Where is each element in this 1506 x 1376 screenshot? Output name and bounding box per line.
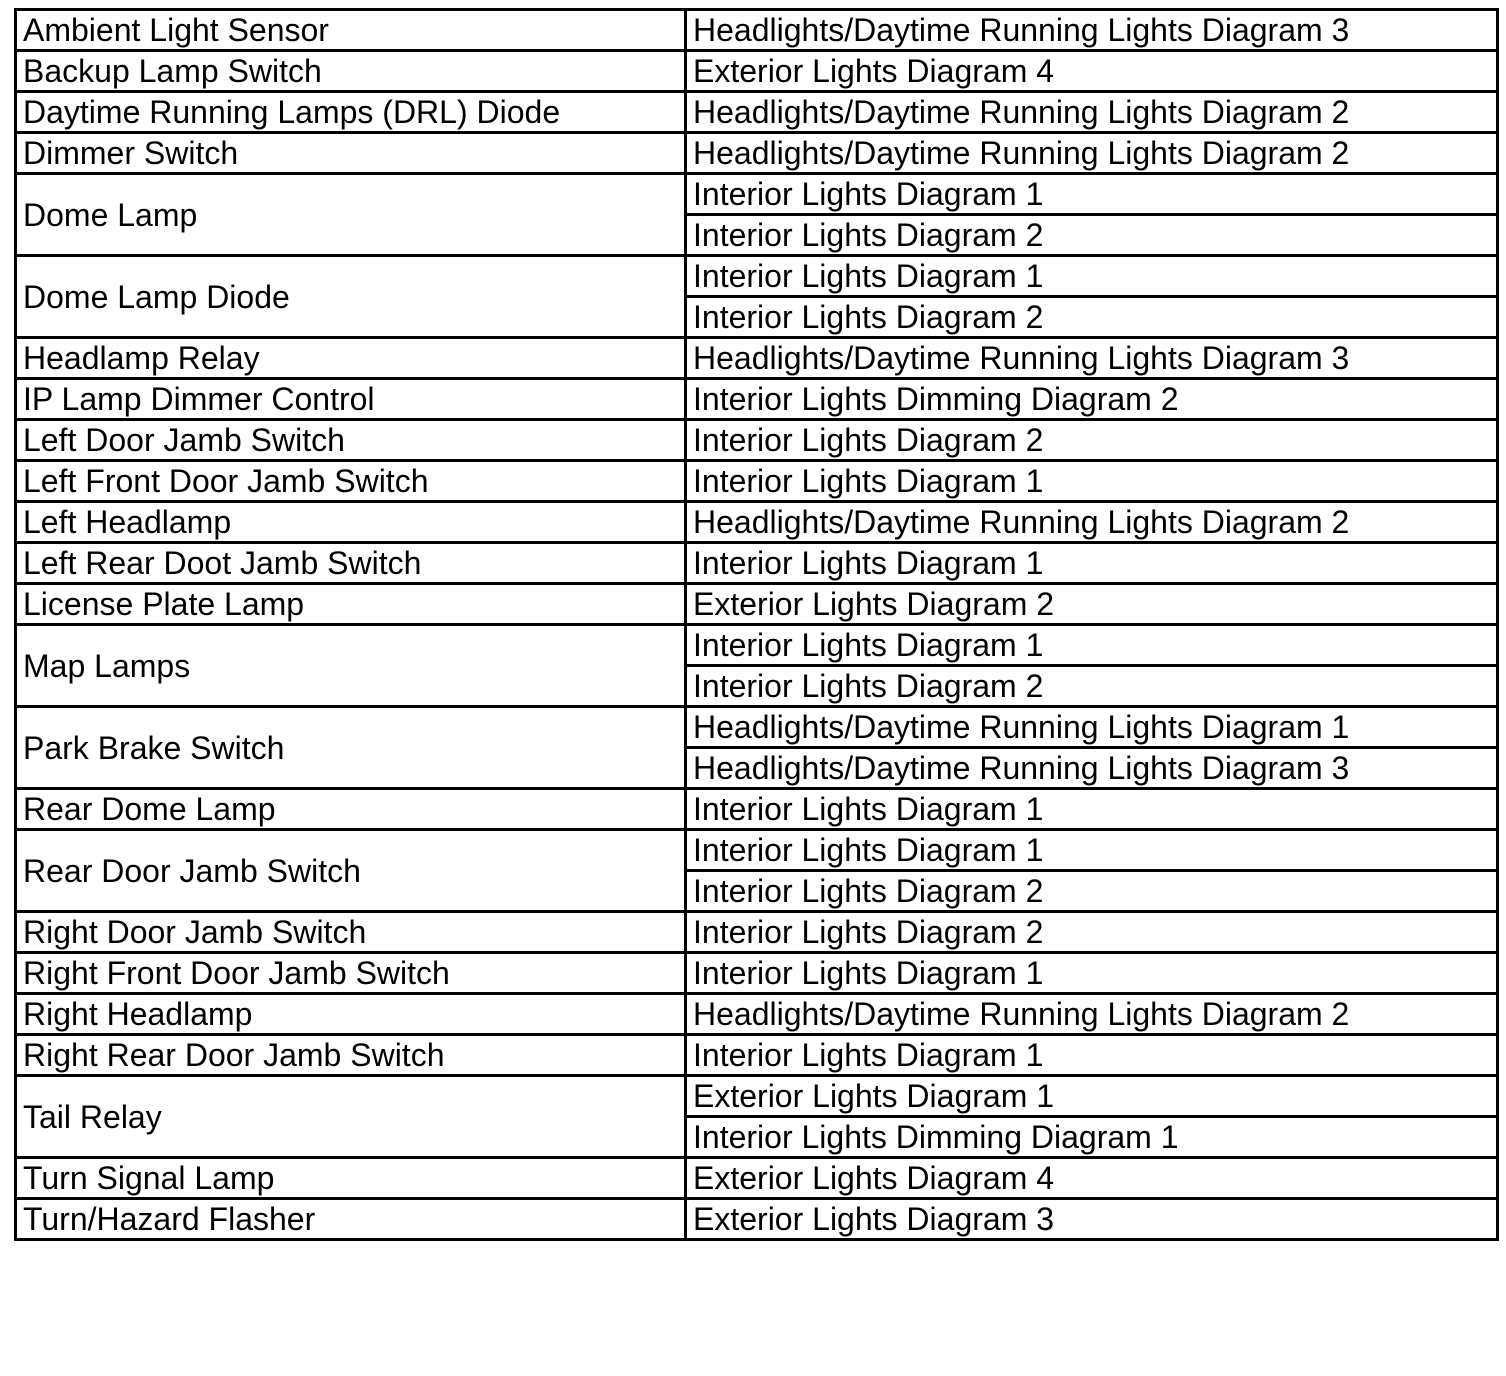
component-name-cell: Turn/Hazard Flasher	[16, 1199, 686, 1240]
table-row	[16, 1199, 1498, 1240]
diagram-reference-cell: Interior Lights Diagram 1	[686, 789, 1498, 830]
component-name-cell: Backup Lamp Switch	[16, 51, 686, 92]
diagram-reference-cell: Headlights/Daytime Running Lights Diagram 3	[686, 748, 1498, 789]
diagram-reference-cell: Interior Lights Diagram 2	[686, 297, 1498, 338]
table-row	[16, 379, 1498, 420]
component-name-cell: Right Front Door Jamb Switch	[16, 953, 686, 994]
diagram-reference-cell: Exterior Lights Diagram 1	[686, 1076, 1498, 1117]
table-row	[16, 789, 1498, 830]
component-name-cell: Dimmer Switch	[16, 133, 686, 174]
diagram-reference-cell: Interior Lights Diagram 1	[686, 625, 1498, 666]
component-name-cell: Right Rear Door Jamb Switch	[16, 1035, 686, 1076]
table-row	[16, 256, 1498, 297]
component-name-cell: Headlamp Relay	[16, 338, 686, 379]
table-row	[16, 420, 1498, 461]
component-name-cell: Left Door Jamb Switch	[16, 420, 686, 461]
table-row	[16, 51, 1498, 92]
diagram-reference-cell: Headlights/Daytime Running Lights Diagram 2	[686, 92, 1498, 133]
diagram-reference-cell: Interior Lights Dimming Diagram 1	[686, 1117, 1498, 1158]
diagram-reference-cell: Exterior Lights Diagram 4	[686, 1158, 1498, 1199]
component-name-cell: Park Brake Switch	[16, 707, 686, 789]
diagram-reference-cell: Headlights/Daytime Running Lights Diagram 2	[686, 133, 1498, 174]
diagram-reference-cell: Interior Lights Diagram 2	[686, 912, 1498, 953]
diagram-reference-cell: Interior Lights Dimming Diagram 2	[686, 379, 1498, 420]
diagram-reference-cell: Interior Lights Diagram 2	[686, 420, 1498, 461]
component-name-cell: Left Front Door Jamb Switch	[16, 461, 686, 502]
component-name-cell: Right Door Jamb Switch	[16, 912, 686, 953]
diagram-reference-cell: Interior Lights Diagram 2	[686, 215, 1498, 256]
diagram-reference-cell: Interior Lights Diagram 1	[686, 174, 1498, 215]
diagram-reference-cell: Interior Lights Diagram 1	[686, 830, 1498, 871]
table-row	[16, 10, 1498, 51]
table-row	[16, 625, 1498, 666]
diagram-reference-cell: Headlights/Daytime Running Lights Diagram 1	[686, 707, 1498, 748]
diagram-reference-cell: Interior Lights Diagram 1	[686, 461, 1498, 502]
diagram-reference-cell: Interior Lights Diagram 1	[686, 543, 1498, 584]
component-index-table	[14, 8, 1499, 1241]
diagram-reference-cell: Exterior Lights Diagram 2	[686, 584, 1498, 625]
component-name-cell: Turn Signal Lamp	[16, 1158, 686, 1199]
table-row	[16, 1158, 1498, 1199]
table-row	[16, 338, 1498, 379]
diagram-reference-cell: Interior Lights Diagram 2	[686, 871, 1498, 912]
component-name-cell: Left Headlamp	[16, 502, 686, 543]
table-row	[16, 502, 1498, 543]
component-name-cell: Rear Door Jamb Switch	[16, 830, 686, 912]
component-name-cell: Daytime Running Lamps (DRL) Diode	[16, 92, 686, 133]
diagram-reference-cell: Exterior Lights Diagram 4	[686, 51, 1498, 92]
table-row	[16, 830, 1498, 871]
component-name-cell: Dome Lamp	[16, 174, 686, 256]
component-name-cell: Right Headlamp	[16, 994, 686, 1035]
table-row	[16, 994, 1498, 1035]
table-row	[16, 912, 1498, 953]
table-row	[16, 543, 1498, 584]
diagram-reference-cell: Headlights/Daytime Running Lights Diagram 3	[686, 10, 1498, 51]
table-row	[16, 707, 1498, 748]
table-row	[16, 953, 1498, 994]
component-index-body	[16, 10, 1498, 1240]
component-name-cell: Tail Relay	[16, 1076, 686, 1158]
diagram-reference-cell: Interior Lights Diagram 2	[686, 666, 1498, 707]
diagram-reference-cell: Exterior Lights Diagram 3	[686, 1199, 1498, 1240]
table-row	[16, 174, 1498, 215]
table-row	[16, 1035, 1498, 1076]
diagram-reference-cell: Headlights/Daytime Running Lights Diagram 2	[686, 502, 1498, 543]
component-name-cell: License Plate Lamp	[16, 584, 686, 625]
table-row	[16, 133, 1498, 174]
table-row	[16, 584, 1498, 625]
component-name-cell: IP Lamp Dimmer Control	[16, 379, 686, 420]
component-name-cell: Map Lamps	[16, 625, 686, 707]
component-name-cell: Rear Dome Lamp	[16, 789, 686, 830]
diagram-reference-cell: Headlights/Daytime Running Lights Diagram 2	[686, 994, 1498, 1035]
diagram-reference-cell: Headlights/Daytime Running Lights Diagram 3	[686, 338, 1498, 379]
component-name-cell: Dome Lamp Diode	[16, 256, 686, 338]
component-name-cell: Ambient Light Sensor	[16, 10, 686, 51]
diagram-reference-cell: Interior Lights Diagram 1	[686, 1035, 1498, 1076]
component-name-cell: Left Rear Doot Jamb Switch	[16, 543, 686, 584]
table-row	[16, 461, 1498, 502]
table-row	[16, 1076, 1498, 1117]
diagram-reference-cell: Interior Lights Diagram 1	[686, 256, 1498, 297]
table-row	[16, 92, 1498, 133]
component-index-table-container	[14, 8, 1499, 1241]
diagram-reference-cell: Interior Lights Diagram 1	[686, 953, 1498, 994]
